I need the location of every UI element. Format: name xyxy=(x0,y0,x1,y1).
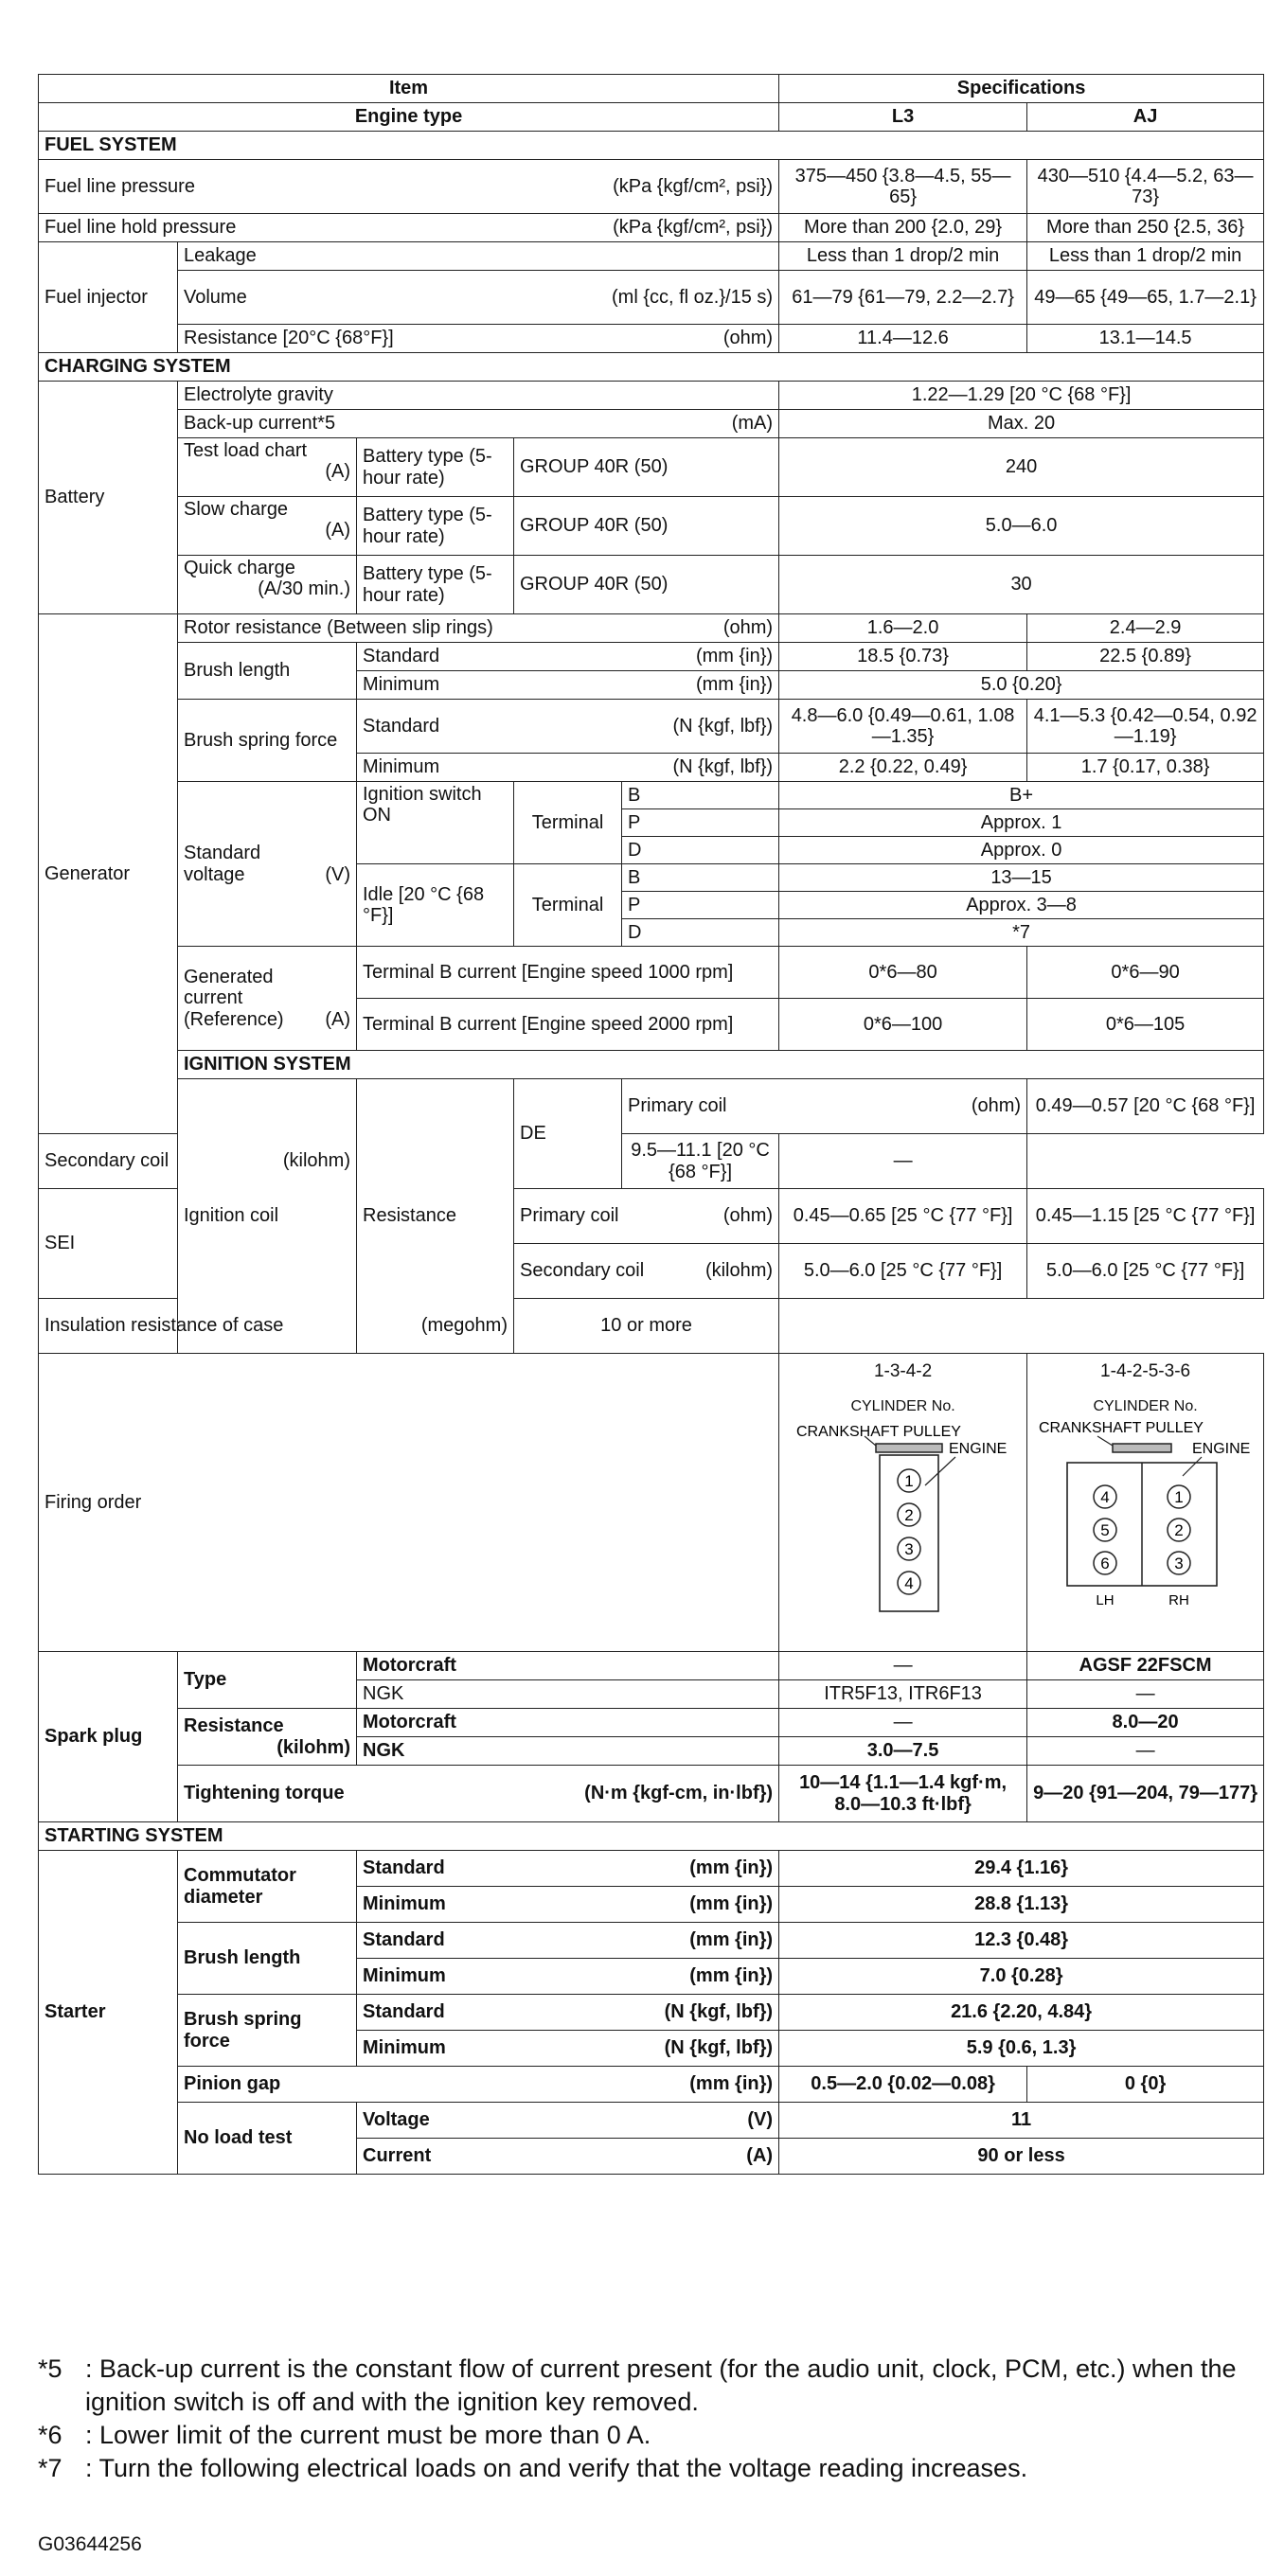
insulation-value: 10 or more xyxy=(514,1299,779,1354)
footnote-text: : Turn the following electrical loads on and verify that the voltage reading increases. xyxy=(85,2454,1028,2483)
de-secondary-l3: 9.5—11.1 [20 °C {68 °F}] xyxy=(622,1134,779,1189)
injector-resistance-l3: 11.4—12.6 xyxy=(779,325,1027,353)
cylinder-no-label: CYLINDER No. xyxy=(850,1398,955,1415)
table-row xyxy=(39,214,1264,242)
table-row xyxy=(39,614,1264,643)
header-engine-type: Engine type xyxy=(39,103,779,132)
de-primary-l3: 0.49—0.57 [20 °C {68 °F}] xyxy=(1027,1079,1264,1134)
gen-brush-spring-minimum-aj: 1.7 {0.17, 0.38} xyxy=(1027,754,1264,782)
table-row xyxy=(39,1079,1264,1134)
ngk-label: NGK xyxy=(357,1737,779,1766)
gen-brush-length-minimum-value: 5.0 {0.20} xyxy=(779,671,1264,700)
table-row xyxy=(39,1354,1264,1652)
table-row xyxy=(39,947,1264,999)
cylinder-number: 1 xyxy=(1174,1488,1184,1507)
battery-type-label: Battery type (5-hour rate) xyxy=(357,438,514,497)
engine-leader-line xyxy=(925,1457,955,1485)
pulley-shape xyxy=(1113,1444,1171,1452)
starter-label: Starter xyxy=(39,1851,178,2175)
unit-label: (mm {in}) xyxy=(689,2073,774,2095)
crankshaft-label: CRANKSHAFT PULLEY xyxy=(796,1424,962,1441)
terminal-value: Approx. 1 xyxy=(779,809,1264,837)
table-row xyxy=(39,497,1264,556)
table-row xyxy=(39,2103,1264,2139)
specifications-table xyxy=(38,74,1264,2175)
unit-label: (ohm) xyxy=(722,617,774,639)
idle-label: Idle [20 °C {68 °F}] xyxy=(357,864,514,947)
terminal-value: *7 xyxy=(779,919,1264,947)
generator-label: Generator xyxy=(39,614,178,1134)
standard-label: Standard xyxy=(363,646,440,667)
quick-charge-value: 30 xyxy=(779,556,1264,614)
secondary-coil-label: Secondary coil xyxy=(45,1150,169,1172)
motorcraft-label: Motorcraft xyxy=(357,1652,779,1680)
unit-label: (N {kgf, lbf}) xyxy=(664,2001,774,2023)
starter-brush-spring-label: Brush spring force xyxy=(178,1995,357,2067)
cylinder-number: 3 xyxy=(904,1540,914,1559)
generated-current-label: Generated current (Reference) xyxy=(184,966,284,1030)
res-motorcraft-aj: 8.0—20 xyxy=(1027,1709,1264,1737)
fuel-hold-pressure-aj: More than 250 {2.5, 36} xyxy=(1027,214,1264,242)
cylinder-number: 4 xyxy=(1100,1488,1110,1507)
terminal-letter: B xyxy=(622,782,779,809)
cylinder-number: 5 xyxy=(1100,1521,1110,1540)
battery-label: Battery xyxy=(39,382,178,614)
firing-order-label: Firing order xyxy=(39,1354,779,1652)
no-load-voltage-value: 11 xyxy=(779,2103,1264,2139)
gen-brush-spring-standard-l3: 4.8—6.0 {0.49—0.61, 1.08—1.35} xyxy=(779,700,1027,754)
group-label: GROUP 40R (50) xyxy=(514,556,779,614)
footnote xyxy=(38,2353,1259,2419)
backup-current-value: Max. 20 xyxy=(779,410,1264,438)
unit-label: (mm {in}) xyxy=(695,646,774,667)
l3-firing-order-cell xyxy=(779,1354,1027,1652)
table-row xyxy=(39,700,1264,754)
terminal-b-2000-l3: 0*6—100 xyxy=(779,999,1027,1051)
minimum-label: Minimum xyxy=(363,1893,446,1915)
starter-brush-spring-minimum-value: 5.9 {0.6, 1.3} xyxy=(779,2031,1264,2067)
electrolyte-label: Electrolyte gravity xyxy=(178,382,779,410)
footnote-text: : Back-up current is the constant flow of current present (for the audio unit, clock, PCM, etc.) when the ignition switch is off and with the ignition key removed. xyxy=(85,2354,1237,2417)
unit-label: (A) xyxy=(746,2145,774,2167)
spark-type-label: Type xyxy=(178,1652,357,1709)
terminal-letter: P xyxy=(622,892,779,919)
rotor-resistance-label: Rotor resistance (Between slip rings) xyxy=(184,617,493,639)
table-row xyxy=(39,271,1264,325)
ngk-label: NGK xyxy=(357,1680,779,1709)
minimum-label: Minimum xyxy=(363,2037,446,2059)
l3-engine-diagram xyxy=(783,1415,1022,1619)
brush-length-label: Brush length xyxy=(178,643,357,700)
current-label: Current xyxy=(363,2145,432,2167)
section-row xyxy=(39,353,1264,382)
starter-brush-length-label: Brush length xyxy=(178,1923,357,1995)
torque-aj: 9—20 {91—204, 79—177} xyxy=(1027,1766,1264,1822)
pinion-gap-aj: 0 {0} xyxy=(1027,2067,1264,2103)
gen-brush-spring-minimum-l3: 2.2 {0.22, 0.49} xyxy=(779,754,1027,782)
table-row xyxy=(39,438,1264,497)
unit-label: (N {kgf, lbf}) xyxy=(664,2037,774,2059)
terminal-label: Terminal xyxy=(514,864,622,947)
terminal-letter: B xyxy=(622,864,779,892)
footnote xyxy=(38,2419,1259,2452)
group-label: GROUP 40R (50) xyxy=(514,497,779,556)
fuel-hold-pressure-l3: More than 200 {2.0, 29} xyxy=(779,214,1027,242)
unit-label: (mm {in}) xyxy=(689,1893,774,1915)
crankshaft-label: CRANKSHAFT PULLEY xyxy=(1039,1420,1204,1437)
section-starting-system: STARTING SYSTEM xyxy=(39,1822,1264,1851)
motorcraft-label: Motorcraft xyxy=(357,1709,779,1737)
rotor-resistance-aj: 2.4—2.9 xyxy=(1027,614,1264,643)
battery-type-label: Battery type (5-hour rate) xyxy=(357,556,514,614)
brush-spring-force-label: Brush spring force xyxy=(178,700,357,782)
secondary-coil-label: Secondary coil xyxy=(520,1260,645,1282)
res-ngk-aj: — xyxy=(1027,1737,1264,1766)
unit-label: (N {kgf, lbf}) xyxy=(672,756,774,778)
unit-label: (N·m {kgf-cm, in·lbf}) xyxy=(584,1783,774,1804)
backup-current-label: Back-up current*5 xyxy=(184,413,336,435)
footnote-mark: *6 xyxy=(38,2421,62,2450)
lh-label: LH xyxy=(1096,1592,1115,1609)
terminal-b-1000-l3: 0*6—80 xyxy=(779,947,1027,999)
battery-type-label: Battery type (5-hour rate) xyxy=(357,497,514,556)
standard-label: Standard xyxy=(363,1929,445,1951)
electrolyte-value: 1.22—1.29 [20 °C {68 °F}] xyxy=(779,382,1264,410)
terminal-label: Terminal xyxy=(514,782,622,864)
terminal-b-2000-label: Terminal B current [Engine speed 2000 rpm] xyxy=(357,999,779,1051)
leakage-l3: Less than 1 drop/2 min xyxy=(779,242,1027,271)
unit-label: (ohm) xyxy=(722,328,774,349)
table-row xyxy=(39,1923,1264,1959)
no-load-current-value: 90 or less xyxy=(779,2139,1264,2175)
standard-label: Standard xyxy=(363,715,440,737)
unit-label: (kilohm) xyxy=(704,1260,774,1282)
volume-aj: 49—65 {49—65, 1.7—2.1} xyxy=(1027,271,1264,325)
terminal-letter: D xyxy=(622,837,779,864)
gen-brush-length-standard-aj: 22.5 {0.89} xyxy=(1027,643,1264,671)
res-ngk-l3: 3.0—7.5 xyxy=(779,1737,1027,1766)
fuel-line-pressure-aj: 430—510 {4.4—5.2, 63—73} xyxy=(1027,160,1264,214)
minimum-label: Minimum xyxy=(363,756,440,778)
unit-label: (A) xyxy=(325,520,350,542)
ignition-on-label: Ignition switch ON xyxy=(357,782,514,864)
ignition-coil-label: Ignition coil xyxy=(178,1079,357,1354)
sei-primary-aj: 0.45—1.15 [25 °C {77 °F}] xyxy=(1027,1189,1264,1244)
table-row xyxy=(39,643,1264,671)
table-row xyxy=(39,782,1264,809)
table-row xyxy=(39,410,1264,438)
volume-label: Volume xyxy=(184,286,247,308)
unit-label: (A) xyxy=(325,461,350,483)
unit-label: (A/30 min.) xyxy=(258,578,350,600)
engine-label: ENGINE xyxy=(1192,1441,1251,1458)
primary-coil-label: Primary coil xyxy=(520,1205,619,1227)
table-row xyxy=(39,1134,1264,1189)
aj-firing-order: 1-4-2-5-3-6 xyxy=(1100,1361,1191,1381)
fuel-hold-pressure-label: Fuel line hold pressure xyxy=(45,217,237,239)
section-charging-system: CHARGING SYSTEM xyxy=(39,353,1264,382)
cylinder-number: 1 xyxy=(904,1472,914,1491)
unit-label: (mm {in}) xyxy=(689,1857,774,1879)
gen-brush-length-standard-l3: 18.5 {0.73} xyxy=(779,643,1027,671)
unit-label: (ohm) xyxy=(971,1095,1022,1117)
rotor-resistance-l3: 1.6—2.0 xyxy=(779,614,1027,643)
footnote-text: : Lower limit of the current must be more than 0 A. xyxy=(85,2421,651,2450)
unit-label: (kPa {kgf/cm², psi}) xyxy=(613,175,774,197)
commutator-minimum-value: 28.8 {1.13} xyxy=(779,1887,1264,1923)
section-fuel-system: FUEL SYSTEM xyxy=(39,132,1264,160)
terminal-value: Approx. 0 xyxy=(779,837,1264,864)
insulation-label: Insulation resistance of case xyxy=(45,1315,284,1337)
voltage-label: Voltage xyxy=(363,2109,430,2131)
section-row xyxy=(39,132,1264,160)
minimum-label: Minimum xyxy=(363,1965,446,1987)
pinion-gap-l3: 0.5—2.0 {0.02—0.08} xyxy=(779,2067,1027,2103)
spark-plug-label: Spark plug xyxy=(39,1652,178,1822)
type-ngk-aj: — xyxy=(1027,1680,1264,1709)
table-row xyxy=(39,382,1264,410)
aj-engine-diagram xyxy=(1031,1415,1258,1619)
table-row xyxy=(39,325,1264,353)
standard-label: Standard xyxy=(363,1857,445,1879)
footnotes xyxy=(38,2353,1259,2485)
table-row xyxy=(39,242,1264,271)
table-row xyxy=(39,1995,1264,2031)
footnote-mark: *5 xyxy=(38,2354,62,2383)
unit-label: (mm {in}) xyxy=(689,1929,774,1951)
aj-firing-order-cell xyxy=(1027,1354,1264,1652)
cylinder-number: 4 xyxy=(904,1574,914,1593)
commutator-label: Commutator diameter xyxy=(178,1851,357,1923)
terminal-b-2000-aj: 0*6—105 xyxy=(1027,999,1264,1051)
group-label: GROUP 40R (50) xyxy=(514,438,779,497)
quick-charge-label: Quick charge xyxy=(184,558,295,578)
cylinder-number: 6 xyxy=(1100,1554,1110,1573)
rh-label: RH xyxy=(1168,1592,1189,1609)
table-row xyxy=(39,1766,1264,1822)
cylinder-number: 2 xyxy=(1174,1521,1184,1540)
test-load-label: Test load chart xyxy=(184,440,308,461)
injector-resistance-label: Resistance [20°C {68°F}] xyxy=(184,328,394,349)
table-row xyxy=(39,1709,1264,1737)
slow-charge-value: 5.0—6.0 xyxy=(779,497,1264,556)
type-motorcraft-aj: AGSF 22FSCM xyxy=(1027,1652,1264,1680)
unit-label: (V) xyxy=(747,2109,774,2131)
l3-firing-order: 1-3-4-2 xyxy=(873,1361,933,1381)
sei-secondary-aj: 5.0—6.0 [25 °C {77 °F}] xyxy=(1027,1244,1264,1299)
terminal-value: Approx. 3—8 xyxy=(779,892,1264,919)
unit-label: (kilohm) xyxy=(276,1736,350,1758)
res-motorcraft-l3: — xyxy=(779,1709,1027,1737)
commutator-standard-value: 29.4 {1.16} xyxy=(779,1851,1264,1887)
terminal-b-1000-aj: 0*6—90 xyxy=(1027,947,1264,999)
table-row xyxy=(39,160,1264,214)
fuel-line-pressure-l3: 375—450 {3.8—4.5, 55—65} xyxy=(779,160,1027,214)
terminal-letter: P xyxy=(622,809,779,837)
engine-label: ENGINE xyxy=(949,1441,1008,1458)
volume-l3: 61—79 {61—79, 2.2—2.7} xyxy=(779,271,1027,325)
unit-label: (mm {in}) xyxy=(689,1965,774,1987)
unit-label: (kilohm) xyxy=(282,1150,350,1172)
figure-code: G03644256 xyxy=(38,2533,142,2555)
torque-l3: 10—14 {1.1—1.4 kgf·m, 8.0—10.3 ft·lbf} xyxy=(779,1766,1027,1822)
cylinder-no-label: CYLINDER No. xyxy=(1093,1398,1198,1415)
no-load-test-label: No load test xyxy=(178,2103,357,2175)
starter-brush-spring-standard-value: 21.6 {2.20, 4.84} xyxy=(779,1995,1264,2031)
resistance-label: Resistance xyxy=(357,1079,514,1354)
unit-label: (ml {cc, fl oz.}/15 s) xyxy=(612,286,774,308)
header-row xyxy=(39,75,1264,103)
section-row xyxy=(39,1822,1264,1851)
standard-label: Standard xyxy=(363,2001,445,2023)
header-l3: L3 xyxy=(779,103,1027,132)
slow-charge-label: Slow charge xyxy=(184,499,289,520)
table-row xyxy=(39,2067,1264,2103)
sei-label: SEI xyxy=(39,1189,178,1299)
terminal-b-1000-label: Terminal B current [Engine speed 1000 rpm] xyxy=(357,947,779,999)
primary-coil-label: Primary coil xyxy=(628,1095,727,1117)
standard-voltage-label: Standard voltage xyxy=(184,843,261,885)
engine-leader-line xyxy=(1183,1457,1202,1476)
unit-label: (mA) xyxy=(731,413,774,435)
fuel-injector-label: Fuel injector xyxy=(39,242,178,353)
pinion-gap-label: Pinion gap xyxy=(184,2073,281,2095)
type-motorcraft-l3: — xyxy=(779,1652,1027,1680)
sei-primary-l3: 0.45—0.65 [25 °C {77 °F}] xyxy=(779,1189,1027,1244)
pulley-shape xyxy=(876,1444,942,1452)
terminal-letter: D xyxy=(622,919,779,947)
terminal-value: 13—15 xyxy=(779,864,1264,892)
leakage-label: Leakage xyxy=(178,242,779,271)
de-label: DE xyxy=(514,1079,622,1189)
section-row xyxy=(39,1051,1264,1079)
de-secondary-aj: — xyxy=(779,1134,1027,1189)
fuel-line-pressure-label: Fuel line pressure xyxy=(45,175,195,197)
unit-label: (mm {in}) xyxy=(695,674,774,696)
footnote-mark: *7 xyxy=(38,2454,62,2483)
cylinder-number: 2 xyxy=(904,1506,914,1525)
pulley-leader-line xyxy=(1097,1436,1113,1446)
test-load-value: 240 xyxy=(779,438,1264,497)
table-row xyxy=(39,1851,1264,1887)
terminal-value: B+ xyxy=(779,782,1264,809)
header-specifications: Specifications xyxy=(779,75,1264,103)
unit-label: (megohm) xyxy=(420,1315,508,1337)
unit-label: (V) xyxy=(325,863,350,885)
table-row xyxy=(39,1299,1264,1354)
table-row xyxy=(39,1652,1264,1680)
sei-secondary-l3: 5.0—6.0 [25 °C {77 °F}] xyxy=(779,1244,1027,1299)
unit-label: (N {kgf, lbf}) xyxy=(672,715,774,737)
starter-brush-length-standard-value: 12.3 {0.48} xyxy=(779,1923,1264,1959)
cylinder-number: 3 xyxy=(1174,1554,1184,1573)
leakage-aj: Less than 1 drop/2 min xyxy=(1027,242,1264,271)
unit-label: (ohm) xyxy=(722,1205,774,1227)
header-aj: AJ xyxy=(1027,103,1264,132)
injector-resistance-aj: 13.1—14.5 xyxy=(1027,325,1264,353)
unit-label: (kPa {kgf/cm², psi}) xyxy=(613,217,774,239)
spark-resistance-label: Resistance xyxy=(184,1715,284,1737)
footnote xyxy=(38,2452,1259,2485)
tightening-torque-label: Tightening torque xyxy=(184,1783,345,1804)
table-row xyxy=(39,556,1264,614)
minimum-label: Minimum xyxy=(363,674,440,696)
unit-label: (A) xyxy=(325,1008,350,1030)
engine-type-row xyxy=(39,103,1264,132)
gen-brush-spring-standard-aj: 4.1—5.3 {0.42—0.54, 0.92—1.19} xyxy=(1027,700,1264,754)
starter-brush-length-minimum-value: 7.0 {0.28} xyxy=(779,1959,1264,1995)
header-item: Item xyxy=(39,75,779,103)
type-ngk-l3: ITR5F13, ITR6F13 xyxy=(779,1680,1027,1709)
section-ignition-system: IGNITION SYSTEM xyxy=(178,1051,1264,1079)
